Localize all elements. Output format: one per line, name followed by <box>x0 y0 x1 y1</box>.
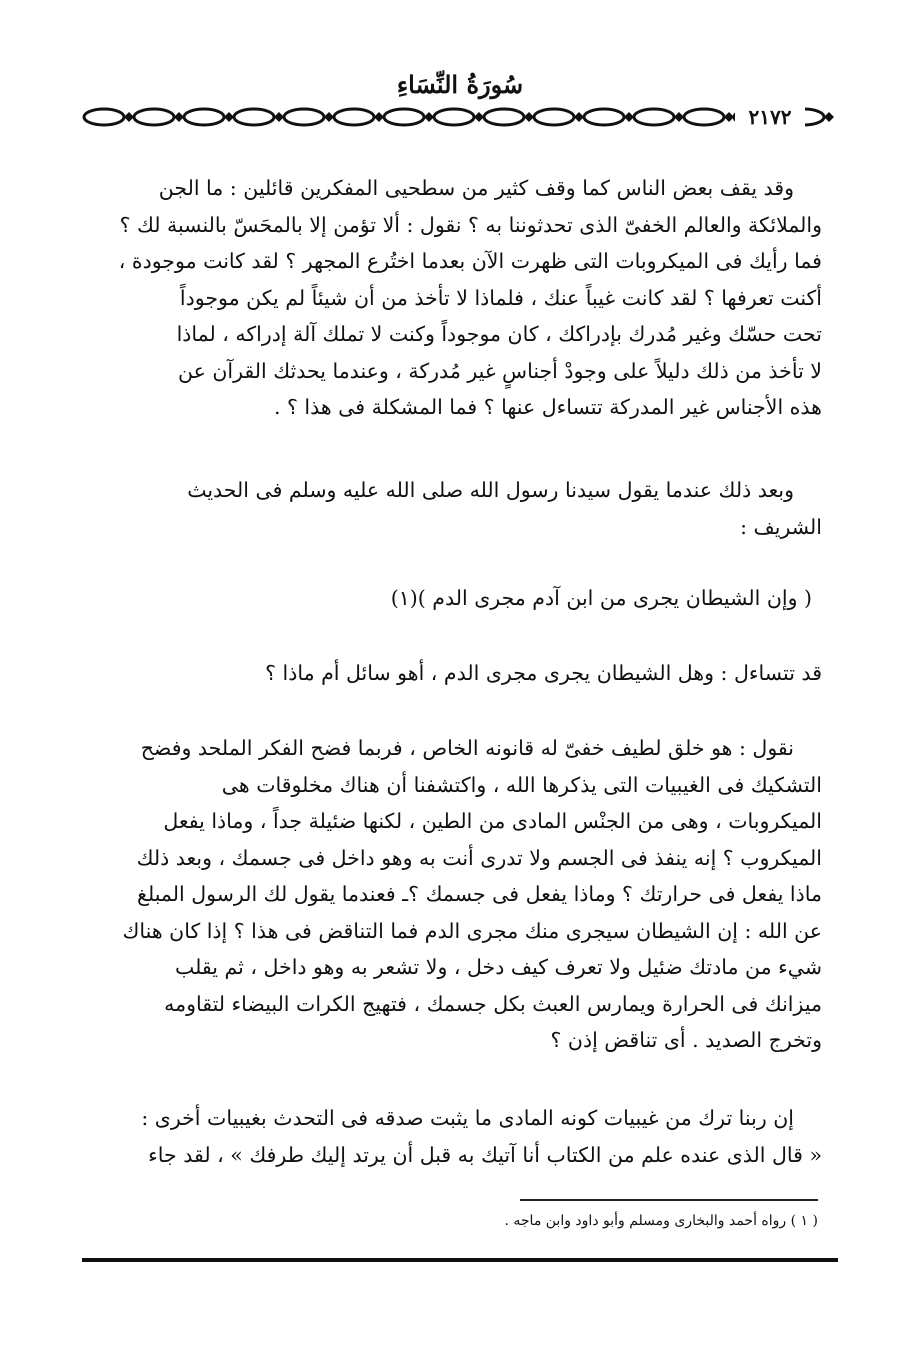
text-line: والملائكة والعالم الخفىّ الذى تحدثوننا به ؟ نقول : ألا تؤمن إلا بالمحَسّ بالنسبة لك ؟ <box>119 212 822 237</box>
hadith-quote <box>100 580 822 617</box>
paragraph-3 <box>100 655 822 692</box>
ornament-chain-icon <box>80 103 840 131</box>
hadith-text: ( وإن الشيطان يجرى من ابن آدم مجرى الدم )(١) <box>390 586 812 610</box>
footnote: ( ١ ) رواه أحمد والبخارى ومسلم وأبو داود وابن ماجه . <box>504 1213 818 1229</box>
text-line: قد تتساءل : وهل الشيطان يجرى مجرى الدم ، أهو سائل أم ماذا ؟ <box>265 661 822 685</box>
text-line: وبعد ذلك عندما يقول سيدنا رسول الله صلى الله عليه وسلم فى الحديث <box>187 478 794 502</box>
text-line: التشكيك فى الغيبيات التى يذكرها الله ، واكتشفنا أن هناك مخلوقات هى <box>221 772 822 797</box>
bottom-border-rule <box>82 1258 838 1262</box>
paragraph-1 <box>100 170 822 426</box>
text-line: عن الله : إن الشيطان سيجرى منك مجرى الدم فما التناقض فى هذا ؟ إذا كان هناك <box>122 918 822 943</box>
text-line: شيء من مادتك ضئيل ولا تعرف كيف دخل ، ولا تشعر به وهو داخل ، ثم يقلب <box>174 955 822 979</box>
surah-title: سُورَةُ النِّسَاءِ <box>396 70 524 99</box>
text-line: وتخرج الصديد . أى تناقض إذن ؟ <box>550 1028 822 1052</box>
paragraph-5 <box>100 1100 822 1173</box>
text-line: الشريف : <box>740 514 822 539</box>
text-line: الميكروب ؟ إنه ينفذ فى الجسم ولا تدرى أنت به وهو داخل فى جسمك ، وبعد ذلك <box>136 845 822 870</box>
text-line: هذه الأجناس غير المدركة تتساءل عنها ؟ فما المشكلة فى هذا ؟ . <box>273 395 822 419</box>
text-line: تحت حسّك وغير مُدرك بإدراكك ، كان موجوداً وكنت لا تملك آلة إدراكه ، لماذا <box>176 322 822 346</box>
footnote-separator <box>520 1199 818 1201</box>
header-ornament-border <box>80 103 840 131</box>
text-line: نقول : هو خلق لطيف خفىّ له قانونه الخاص ، فربما فضح الفكر الملحد وفضح <box>140 736 794 760</box>
text-line: لا تأخذ من ذلك دليلاً على وجودْ أجناسٍ غير مُدركة ، وعندما يحدثك القرآن عن <box>178 358 822 383</box>
paragraph-4 <box>100 730 822 1059</box>
text-line: ميزانك فى الحرارة ويمارس العبث بكل جسمك ، فتهيج الكرات البيضاء لتقاومه <box>164 991 822 1016</box>
page-number: ٢١٧٢ <box>735 104 805 130</box>
text-line: « قال الذى عنده علم من الكتاب أنا آتيك به قبل أن يرتد إليك طرفك » ، لقد جاء <box>148 1142 822 1167</box>
text-line: الميكروبات ، وهى من الجنْس المادى من الطين ، لكنها ضئيلة جداً ، وماذا يفعل <box>163 809 822 833</box>
text-line: وقد يقف بعض الناس كما وقف كثير من سطحيى المفكرين قائلين : ما الجن <box>158 176 794 200</box>
paragraph-2 <box>100 472 822 545</box>
text-line: إن ربنا ترك من غيبيات كونه المادى ما يثبت صدقه فى التحدث بغيبيات أخرى : <box>141 1106 794 1130</box>
text-line: فما رأيك فى الميكروبات التى ظهرت الآن بعدما اختُرع المجهر ؟ لقد كانت موجودة ، <box>118 249 822 273</box>
text-line: ماذا يفعل فى حرارتك ؟ وماذا يفعل فى جسمك ؟ـ فعندما يقول لك الرسول المبلغ <box>137 882 822 906</box>
text-line: أكنت تعرفها ؟ لقد كانت غيباً عنك ، فلماذا لا تأخذ من أن شيئاً لم يكن موجوداً <box>179 285 822 310</box>
